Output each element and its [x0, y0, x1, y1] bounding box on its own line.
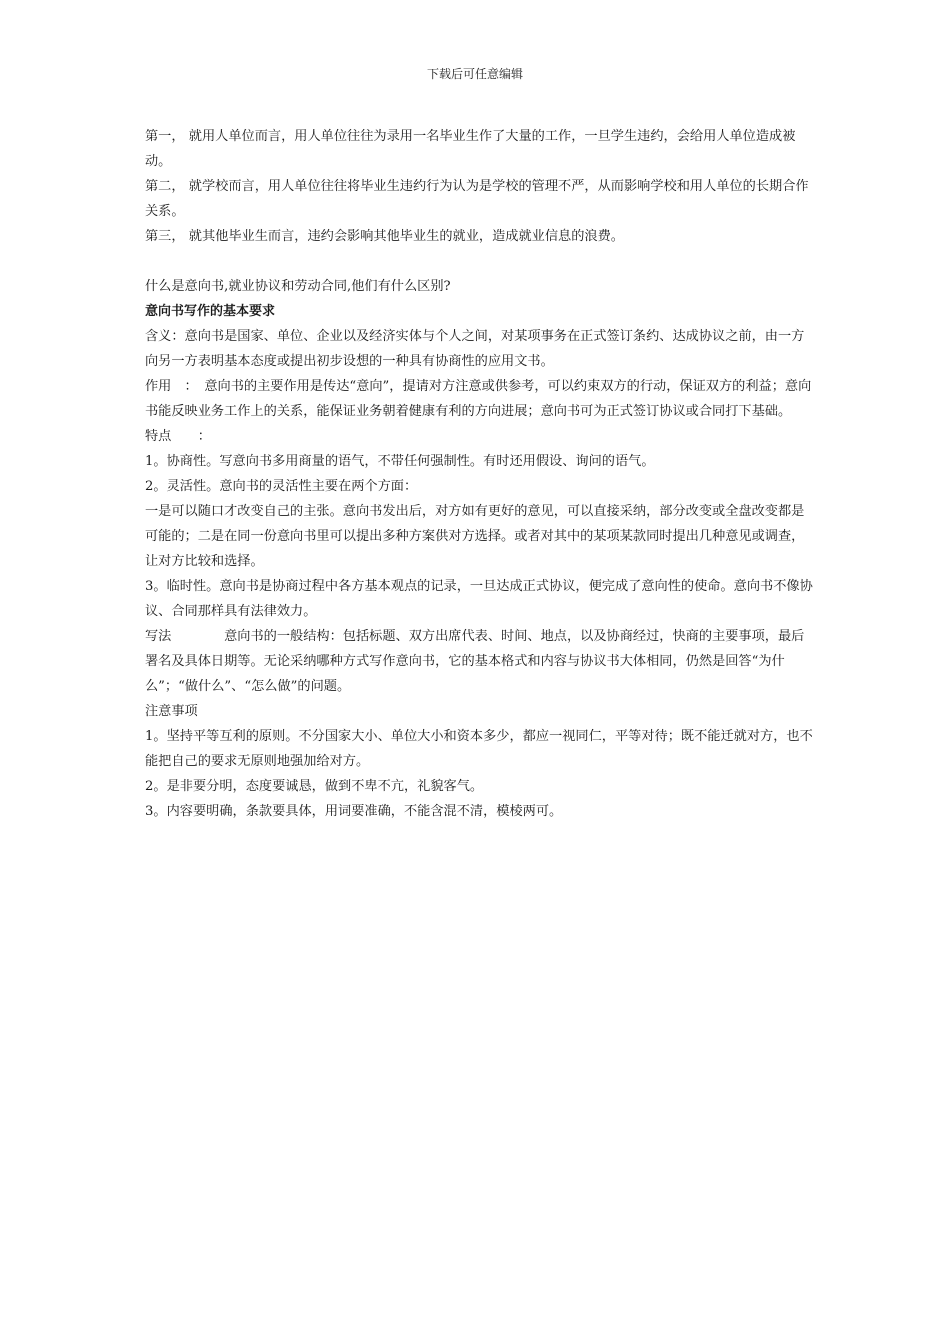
paragraph-first: 第一， 就用人单位而言，用人单位往往为录用一名毕业生作了大量的工作，一旦学生违约，会给用人单位造成被动。: [145, 129, 796, 169]
feature-item-1: 1。协商性。写意向书多用商量的语气，不带任何强制性。有时还用假设、询问的语气。: [145, 454, 655, 469]
note-item-1: 1。坚持平等互利的原则。不分国家大小、单位大小和资本多少，都应一视同仁，平等对待；既不能迁就对方，也不能把自己的要求无原则地强加给对方。: [145, 729, 813, 769]
feature-item-2-detail: 一是可以随口才改变自己的主张。意向书发出后，对方如有更好的意见，可以直接采纳，部分改变或全盘改变都是可能的；二是在同一份意向书里可以提出多种方案供对方选择。或者对其中的某项某款同时提出几种意见或调查，让对方比较和选择。: [145, 504, 805, 569]
note-item-2: 2。是非要分明，态度要诚恳，做到不卑不亢，礼貌客气。: [145, 779, 484, 794]
paragraph-meaning: 含义：意向书是国家、单位、企业以及经济实体与个人之间，对某项事务在正式签订条约、达成协议之前，由一方向另一方表明基本态度或提出初步设想的一种具有协商性的应用文书。: [145, 329, 805, 369]
question-line: 什么是意向书,就业协议和劳动合同,他们有什么区别?: [145, 279, 451, 294]
document-body: [145, 124, 815, 824]
feature-item-3: 3。临时性。意向书是协商过程中各方基本观点的记录，一旦达成正式协议，便完成了意向性的使命。意向书不像协议、合同那样具有法律效力。: [145, 579, 813, 619]
page-header: 下载后可任意编辑: [426, 67, 523, 81]
notes-label: 注意事项: [145, 704, 198, 719]
paragraph-writing: 写法 意向书的一般结构：包括标题、双方出席代表、时间、地点，以及协商经过，快商的主要事项，最后署名及具体日期等。无论采纳哪种方式写作意向书，它的基本格式和内容与协议书大体相同，仍然是回答“为什么”；“做什么”、“怎么做”的问题。: [145, 629, 805, 694]
section-heading: 意向书写作的基本要求: [145, 304, 276, 319]
spacer: [145, 249, 815, 274]
paragraph-second: 第二， 就学校而言，用人单位往往将毕业生违约行为认为是学校的管理不严，从而影响学校和用人单位的长期合作关系。: [145, 179, 809, 219]
note-item-3: 3。内容要明确，条款要具体，用词要准确，不能含混不清，模棱两可。: [145, 804, 563, 819]
paragraph-function: 作用 ： 意向书的主要作用是传达“意向”，提请对方注意或供参考，可以约束双方的行动，保证双方的利益；意向书能反映业务工作上的关系，能保证业务朝着健康有利的方向进展；意向书可为正式签订协议或合同打下基础。: [145, 379, 812, 419]
paragraph-third: 第三， 就其他毕业生而言，违约会影响其他毕业生的就业，造成就业信息的浪费。: [145, 229, 624, 244]
features-label: 特点 ：: [145, 429, 211, 444]
feature-item-2: 2。灵活性。意向书的灵活性主要在两个方面：: [145, 479, 418, 494]
